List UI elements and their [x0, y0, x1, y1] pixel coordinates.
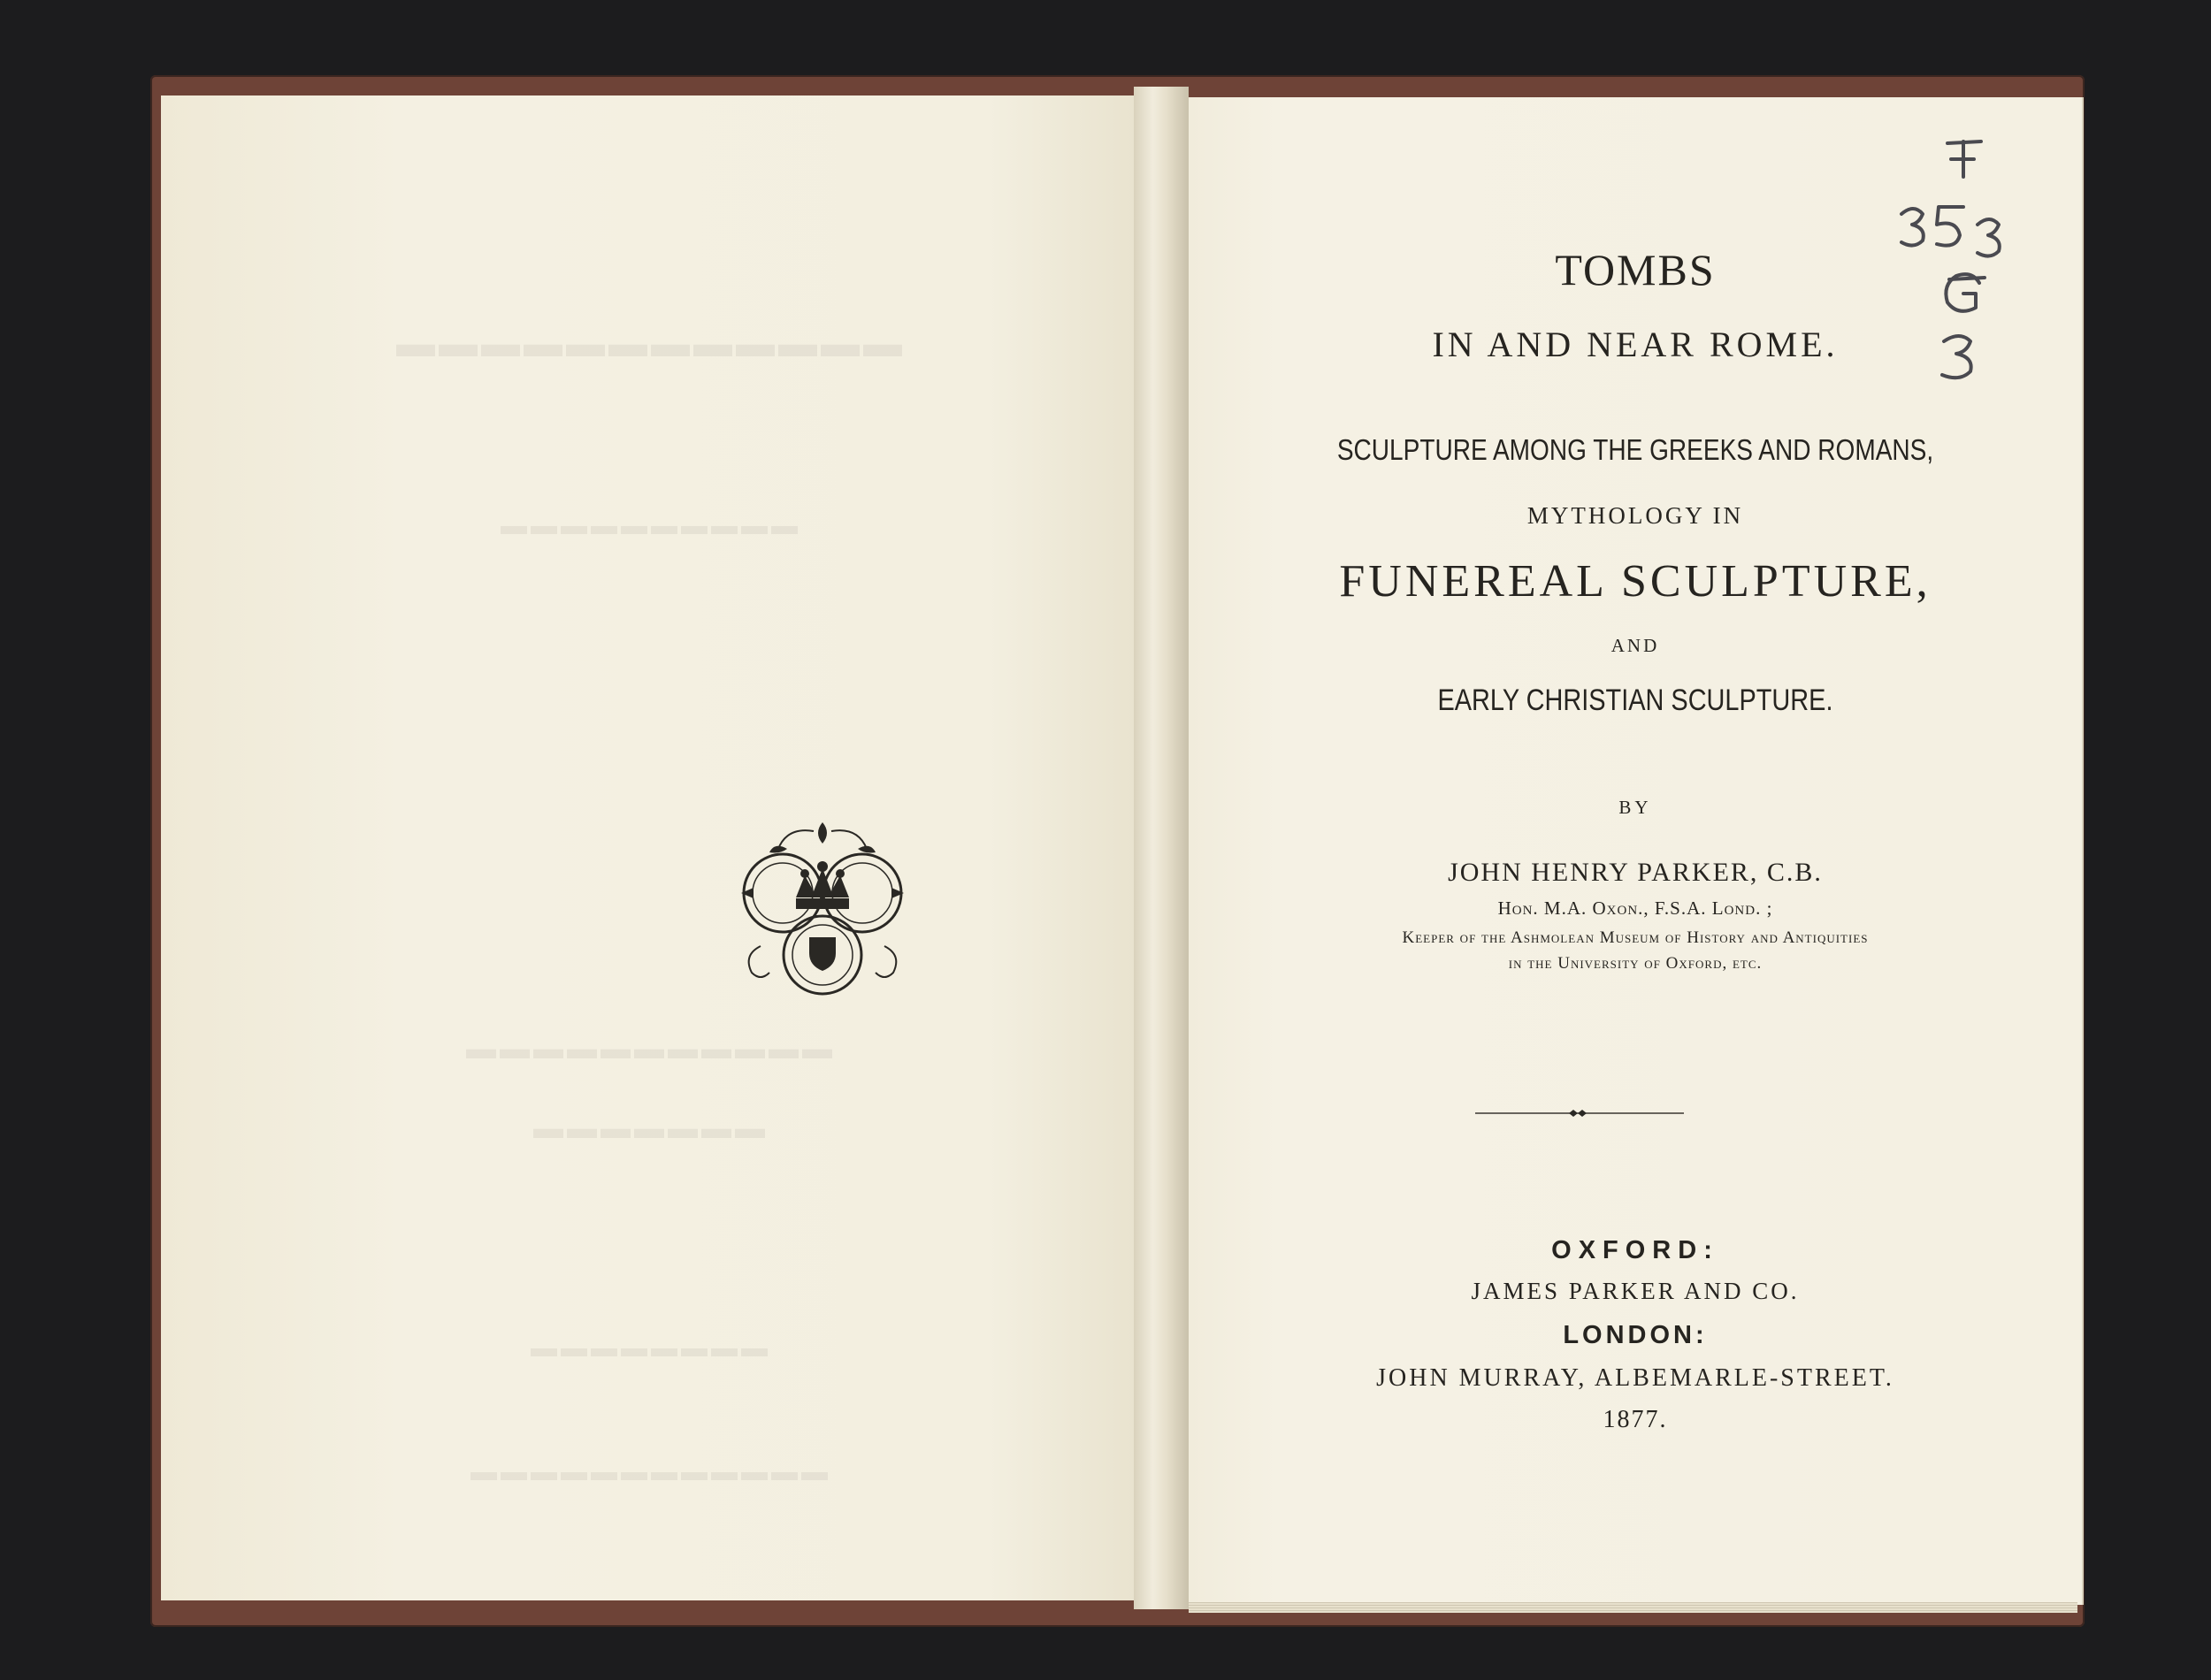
show-through-text: ▬▬▬▬▬▬▬	[530, 1112, 765, 1145]
handwritten-call-number	[1893, 133, 2025, 416]
author-credentials: Hon. M.A. Oxon., F.S.A. Lond. ;	[1497, 897, 1773, 919]
author-name: JOHN HENRY PARKER, C.B.	[1448, 858, 1823, 887]
book-title-sub: IN AND NEAR ROME.	[1432, 325, 1839, 364]
page-edges	[1189, 1602, 2077, 1613]
subtitle-funereal: FUNEREAL SCULPTURE,	[1339, 556, 1932, 607]
imprint-city-oxford: OXFORD:	[1551, 1236, 1719, 1264]
author-position-line2: in the University of Oxford, etc.	[1508, 954, 1763, 973]
subtitle-and: AND	[1610, 635, 1660, 656]
subtitle-mythology: MYTHOLOGY IN	[1526, 502, 1744, 529]
subtitle-early-christian: EARLY CHRISTIAN SCULPTURE.	[1437, 683, 1833, 717]
show-through-text: ▬▬▬▬▬▬▬▬▬▬▬▬	[467, 1457, 828, 1486]
book-title: TOMBS	[1555, 245, 1716, 294]
publisher-device-emblem	[734, 813, 911, 1008]
book-gutter	[1134, 87, 1189, 1609]
show-through-text: ▬▬▬▬▬▬▬▬▬▬	[497, 511, 798, 540]
ornamental-divider	[1475, 1109, 1684, 1118]
show-through-text: ▬▬▬▬▬▬▬▬▬▬▬	[463, 1033, 832, 1065]
left-page	[161, 95, 1134, 1600]
imprint-year: 1877.	[1603, 1406, 1668, 1433]
imprint-city-london: LONDON:	[1563, 1321, 1708, 1349]
subtitle-sculpture: SCULPTURE AMONG THE GREEKS AND ROMANS,	[1336, 433, 1934, 466]
author-position-line1: Keeper of the Ashmolean Museum of History and Antiquities	[1402, 928, 1869, 947]
imprint-publisher-murray: JOHN MURRAY, ALBEMARLE-STREET.	[1376, 1364, 1894, 1392]
by-line: BY	[1618, 797, 1652, 818]
imprint-publisher-parker: JAMES PARKER AND CO.	[1471, 1278, 1800, 1304]
show-through-text: ▬▬▬▬▬▬▬▬	[527, 1333, 768, 1363]
show-through-text: ▬▬▬▬▬▬▬▬▬▬▬▬	[393, 322, 902, 365]
